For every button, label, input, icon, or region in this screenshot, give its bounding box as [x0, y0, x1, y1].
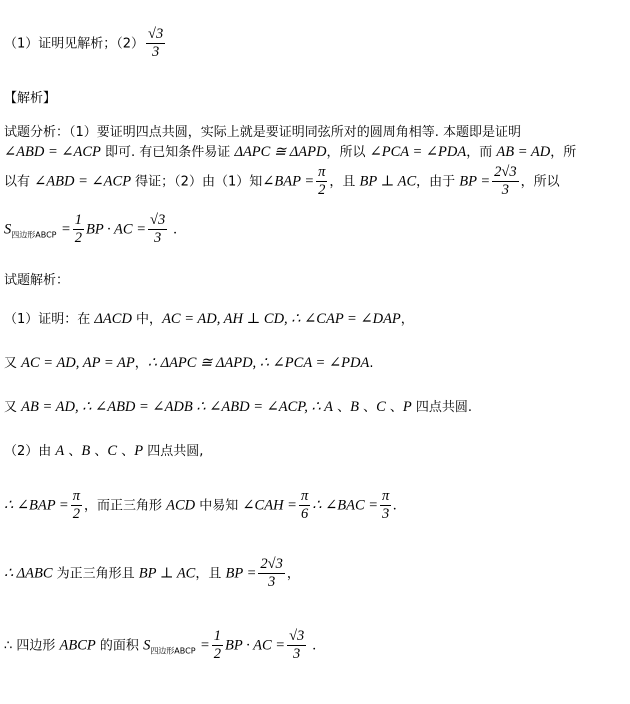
- fraction-pi-over-2: $\frac{\pi}{2}$: [318, 164, 326, 198]
- fraction-half-2: $\frac{1}{2}$: [213, 628, 222, 662]
- fraction-pi-over-3: $\frac{\pi}{3}$: [382, 488, 390, 522]
- fraction-area-2: $\frac{√3}{3}$: [289, 628, 305, 662]
- section-title: 【解析】: [4, 91, 57, 106]
- answer-part1: （1）证明见解析；（2）: [4, 36, 145, 52]
- fraction-bp: $\frac{2√3}{3}$: [494, 164, 517, 198]
- solution-line-6: ∴ ΔABC 为正三角形且 BP ⊥ AC，且 BP = $\frac{2√3}{3}$ ，: [4, 556, 300, 590]
- fraction-half: $\frac{1}{2}$: [74, 212, 82, 246]
- fraction-pi-over-6: $\frac{\pi}{6}$: [300, 488, 309, 522]
- solution-line-7: ∴ 四边形 ABCP 的面积 $S_{四边形ABCP}$ = $\frac{1}{2}$ BP · AC = $\frac{√3}{3}$ .: [4, 628, 317, 662]
- analysis-line-3: 以有 ∠ABD = ∠ACP 得证；（2）由（1）知∠BAP = $\frac{\pi}{2}$ ，且 BP ⊥ AC，由于 BP = $\frac{2√3}{3}$ ，所以: [4, 164, 560, 198]
- fraction-bp-2: $\frac{2√3}{3}$: [260, 556, 283, 590]
- answer-line: [4, 26, 167, 61]
- analysis-line-1: 试题分析：（1）要证明四点共圆，实际上就是要证明同弦所对的圆周角相等. 本题即是证明: [4, 125, 522, 140]
- answer-fraction: $\frac{√3}{3}$: [148, 26, 164, 60]
- fraction-pi-over-2b: $\frac{\pi}{2}$: [72, 488, 80, 522]
- analysis-line-2: ∠ABD = ∠ACP 即可. 有已知条件易证 ΔAPC ≅ ΔAPD，所以 ∠PCA = ∠PDA，而 AB = AD，所: [4, 144, 577, 160]
- solution-title: 试题解析：: [4, 273, 70, 288]
- solution-line-3: 又 AB = AD, ∴ ∠ABD = ∠ADB ∴ ∠ABD = ∠ACP, ∴ A 、B 、C 、P 四点共圆.: [4, 399, 473, 415]
- solution-line-5: ∴ ∠BAP = $\frac{\pi}{2}$ ，而正三角形 ACD 中易知 ∠CAH = $\frac{\pi}{6}$ ∴ ∠BAC = $\frac{\pi}{3}$ .: [4, 488, 397, 522]
- solution-line-4: （2）由 A 、B 、C 、P 四点共圆,: [4, 443, 204, 459]
- solution-line-2: 又 AC = AD, AP = AP，∴ ΔAPC ≅ ΔAPD, ∴ ∠PCA = ∠PDA.: [4, 355, 374, 371]
- fraction-area: $\frac{√3}{3}$: [150, 212, 166, 246]
- analysis-line-4: $S_{四边形ABCP}$ = $\frac{1}{2}$ BP · AC = $\frac{√3}{3}$ .: [4, 212, 178, 246]
- solution-line-1: （1）证明：在 ΔACD 中，AC = AD, AH ⊥ CD, ∴ ∠CAP = ∠DAP，: [4, 311, 414, 327]
